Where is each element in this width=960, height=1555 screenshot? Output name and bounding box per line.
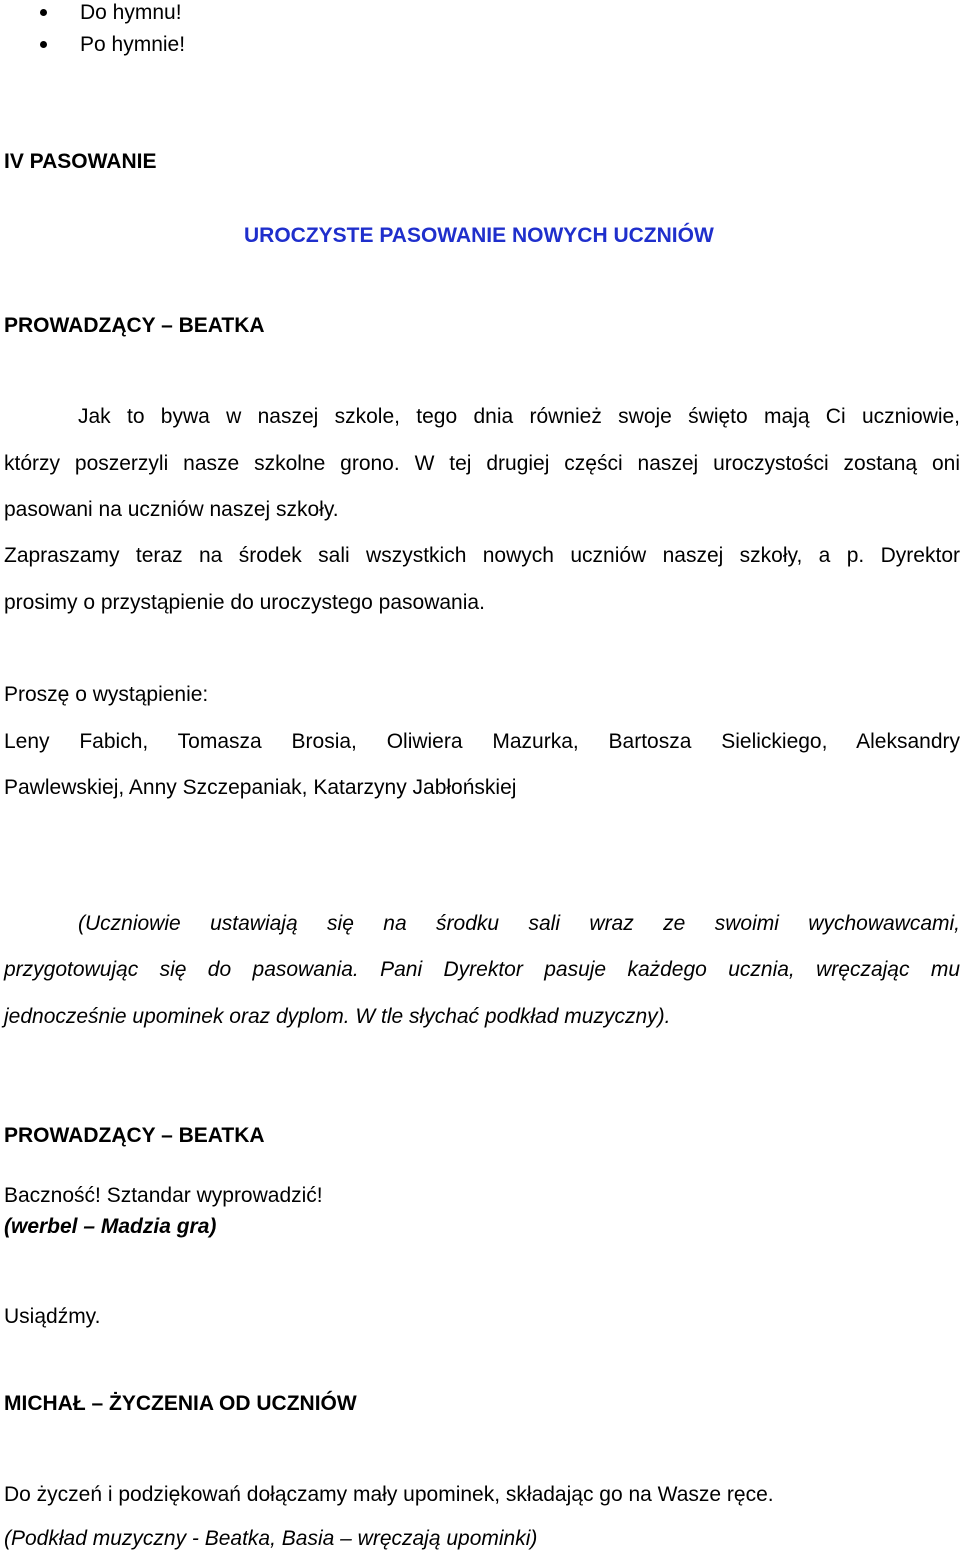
stage-direction-line: (werbel – Madzia gra) [4, 1215, 217, 1238]
paragraph-line: pasowani na uczniów naszej szkoły. [4, 498, 339, 521]
bullet-text: Do hymnu! [80, 1, 182, 24]
paragraph-line: prosimy o przystąpienie do uroczystego pasowania. [4, 591, 485, 614]
speaker-heading: PROWADZĄCY – BEATKA [4, 314, 265, 337]
stage-direction-line: (Uczniowie ustawiają się na środku sali wraz ze swoimi wychowawcami, [78, 912, 960, 935]
paragraph-line: Do życzeń i podziękowań dołączamy mały upominek, składając go na Wasze ręce. [4, 1483, 774, 1506]
stage-direction-line: przygotowując się do pasowania. Pani Dyrektor pasuje każdego ucznia, wręczając mu [4, 958, 960, 981]
stage-direction-line: (Podkład muzyczny - Beatka, Basia – wręczają upominki) [4, 1527, 538, 1550]
command-line: Baczność! Sztandar wyprowadzić! [4, 1184, 323, 1207]
paragraph-line: Zapraszamy teraz na środek sali wszystkich nowych uczniów naszej szkoły, a p. Dyrektor [4, 544, 960, 567]
paragraph-line: Jak to bywa w naszej szkole, tego dnia również swoje święto mają Ci uczniowie, [78, 405, 960, 428]
section-title: UROCZYSTE PASOWANIE NOWYCH UCZNIÓW [244, 224, 714, 247]
names-line: Leny Fabich, Tomasza Brosia, Oliwiera Mazurka, Bartosza Sielickiego, Aleksandry [4, 730, 960, 753]
command-line: Usiądźmy. [4, 1305, 101, 1328]
request-line: Proszę o wystąpienie: [4, 683, 209, 706]
bullet-dot-icon [40, 41, 47, 48]
names-line: Pawlewskiej, Anny Szczepaniak, Katarzyny Jabłońskiej [4, 776, 517, 799]
paragraph-line: którzy poszerzyli nasze szkolne grono. W tej drugiej części naszej uroczystości zostaną oni [4, 452, 960, 475]
stage-direction-line: jednocześnie upominek oraz dyplom. W tle słychać podkład muzyczny). [4, 1005, 671, 1028]
speaker-heading: PROWADZĄCY – BEATKA [4, 1124, 265, 1147]
bullet-dot-icon [40, 9, 47, 16]
section-heading: IV PASOWANIE [4, 150, 157, 173]
speaker-heading: MICHAŁ – ŻYCZENIA OD UCZNIÓW [4, 1392, 357, 1415]
bullet-text: Po hymnie! [80, 33, 186, 56]
